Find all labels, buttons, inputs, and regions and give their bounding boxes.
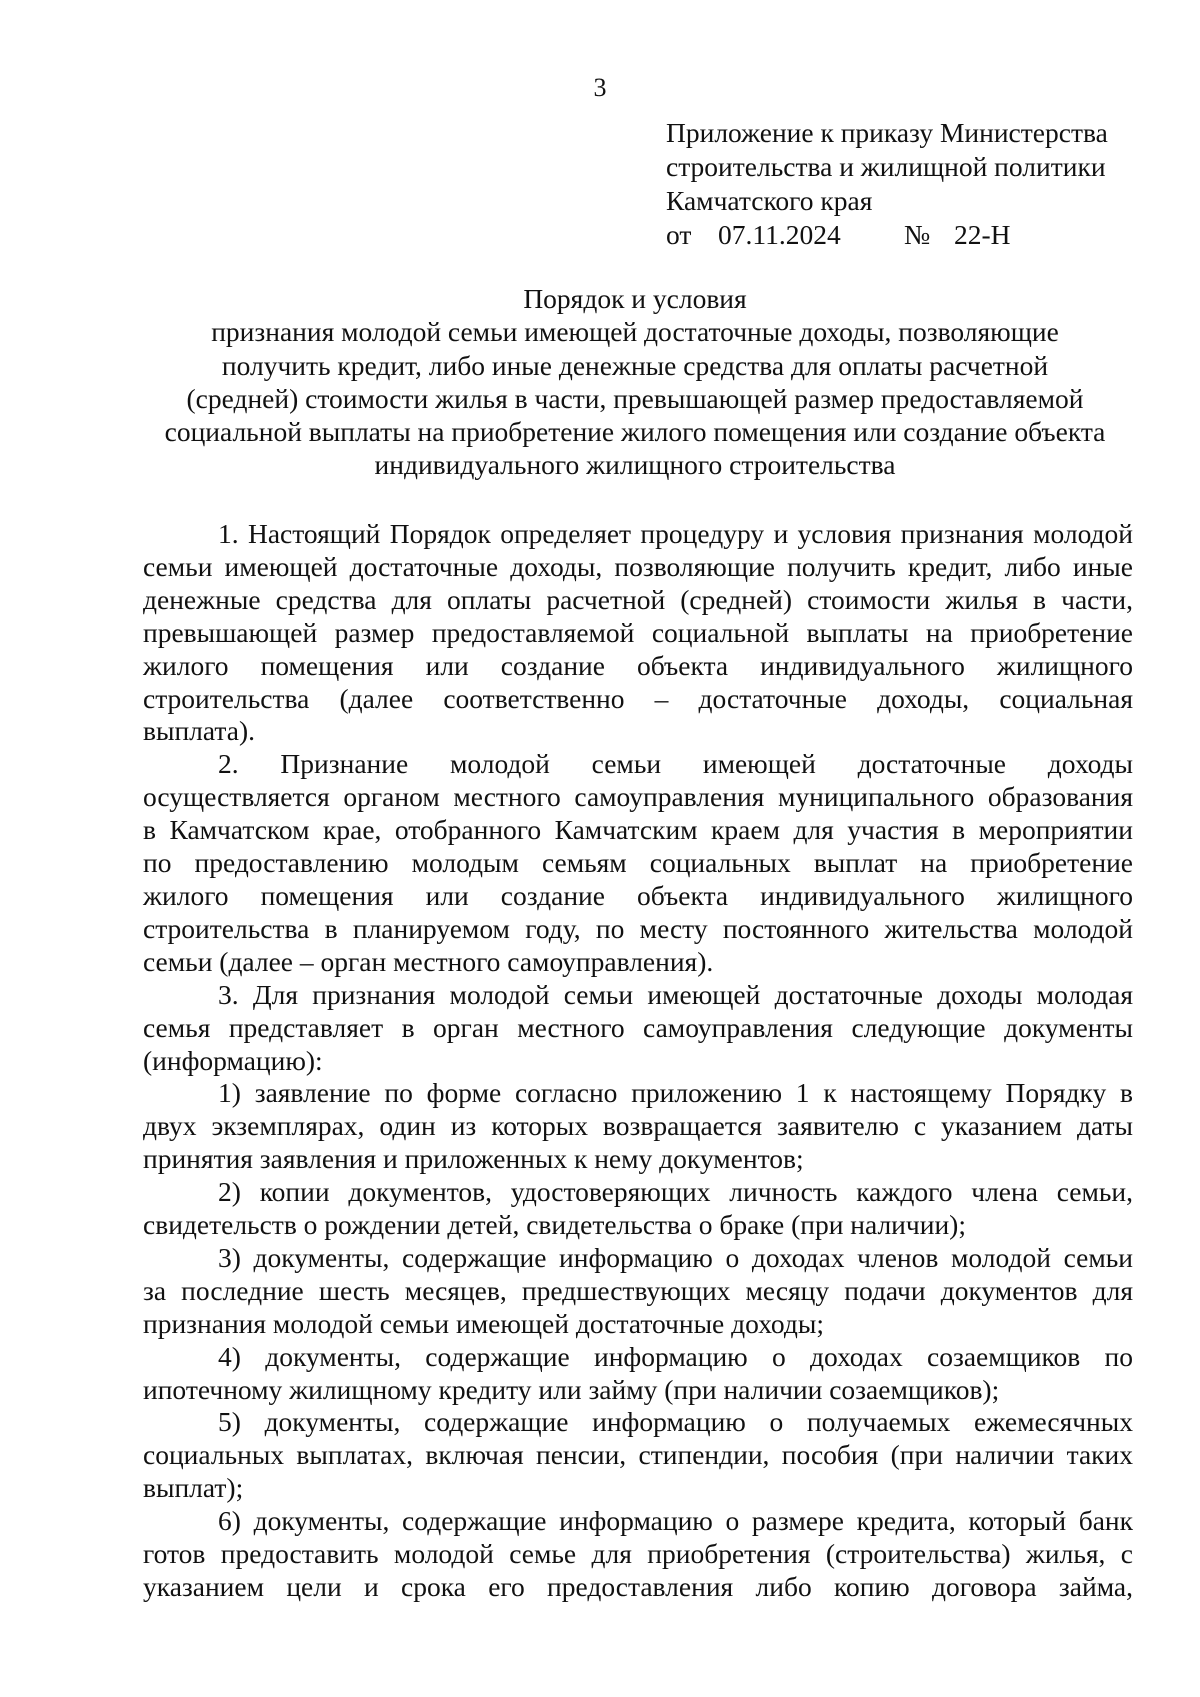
appendix-line: строительства и жилищной политики <box>666 151 1106 182</box>
body-line: указанием цели и срока его предоставления либо копию договора займа, <box>143 1571 1133 1602</box>
title-line: социальной выплаты на приобретение жилого помещения или создание объекта <box>164 416 1106 448</box>
body-line: 3. Для признания молодой семьи имеющей достаточные доходы молодая <box>218 978 1133 1010</box>
body-line: в Камчатском крае, отобранного Камчатским краем для участия в мероприятии <box>143 814 1133 846</box>
body-line: жилого помещения или создание объекта индивидуального жилищного <box>143 649 1133 681</box>
body-line: семьи (далее – орган местного самоуправления). <box>143 945 714 977</box>
title-line: (средней) стоимости жилья в части, превышающей размер предоставляемой <box>186 382 1084 414</box>
body-line: выплата). <box>143 715 255 747</box>
body-line: выплат); <box>143 1472 244 1504</box>
body-line: ипотечному жилищному кредиту или займу (при наличии созаемщиков); <box>143 1373 1000 1405</box>
document-body <box>143 518 1133 1604</box>
body-line: за последние шесть месяцев, предшествующих месяцу подачи документов для <box>143 1274 1133 1306</box>
body-line: семьи имеющей достаточные доходы, позволяющие получить кредит, либо иные <box>143 550 1133 582</box>
document-title <box>140 282 1130 482</box>
body-line: двух экземплярах, один из которых возвращается заявителю с указанием даты <box>143 1110 1133 1142</box>
body-line: свидетельств о рождении детей, свидетельства о браке (при наличии); <box>143 1209 966 1241</box>
body-line: 2. Признание молодой семьи имеющей достаточные доходы <box>218 748 1133 780</box>
body-line: готов предоставить молодой семье для приобретения (строительства) жилья, с <box>143 1538 1133 1570</box>
body-line: жилого помещения или создание объекта индивидуального жилищного <box>143 879 1133 911</box>
page-number: 3 <box>593 73 607 102</box>
body-line: принятия заявления и приложенных к нему документов; <box>143 1143 804 1175</box>
order-date: 07.11.2024 <box>718 219 841 250</box>
body-line: признания молодой семьи имеющей достаточные доходы; <box>143 1307 824 1339</box>
title-line: индивидуального жилищного строительства <box>374 449 896 481</box>
body-line: превышающей размер предоставляемой социальной выплаты на приобретение <box>143 616 1133 648</box>
body-line: 6) документы, содержащие информацию о размере кредита, который банк <box>218 1505 1133 1537</box>
body-line: по предоставлению молодым семьям социальных выплат на приобретение <box>143 847 1133 879</box>
body-line: строительства (далее соответственно – достаточные доходы, социальная <box>143 682 1133 714</box>
title-line: получить кредит, либо иные денежные средства для оплаты расчетной <box>221 349 1049 381</box>
order-from-label: от <box>666 219 692 250</box>
body-line: семья представляет в орган местного самоуправления следующие документы <box>143 1011 1133 1043</box>
appendix-line: Приложение к приказу Министерства <box>666 117 1108 148</box>
order-number: 22-Н <box>954 219 1011 250</box>
body-line: 3) документы, содержащие информацию о доходах членов молодой семьи <box>218 1241 1133 1273</box>
body-line: (информацию): <box>143 1044 323 1076</box>
order-number-label: № <box>904 219 931 250</box>
body-line: социальных выплатах, включая пенсии, стипендии, пособия (при наличии таких <box>143 1439 1133 1471</box>
title-line: Порядок и условия <box>523 283 747 314</box>
order-reference <box>666 218 1186 252</box>
body-line: 1) заявление по форме согласно приложению 1 к настоящему Порядку в <box>218 1077 1133 1109</box>
appendix-header <box>666 116 1186 252</box>
body-line: 2) копии документов, удостоверяющих личность каждого члена семьи, <box>218 1176 1133 1208</box>
body-line: 5) документы, содержащие информацию о получаемых ежемесячных <box>218 1406 1133 1438</box>
appendix-line: Камчатского края <box>666 185 873 216</box>
body-line: 4) документы, содержащие информацию о доходах созаемщиков по <box>218 1340 1133 1372</box>
body-line: строительства в планируемом году, по месту постоянного жительства молодой <box>143 912 1133 944</box>
title-line: признания молодой семьи имеющей достаточные доходы, позволяющие <box>211 316 1059 348</box>
body-line: осуществляется органом местного самоуправления муниципального образования <box>143 781 1133 813</box>
body-line: денежные средства для оплаты расчетной (средней) стоимости жилья в части, <box>143 583 1133 615</box>
body-line: 1. Настоящий Порядок определяет процедуру и условия признания молодой <box>218 518 1133 549</box>
